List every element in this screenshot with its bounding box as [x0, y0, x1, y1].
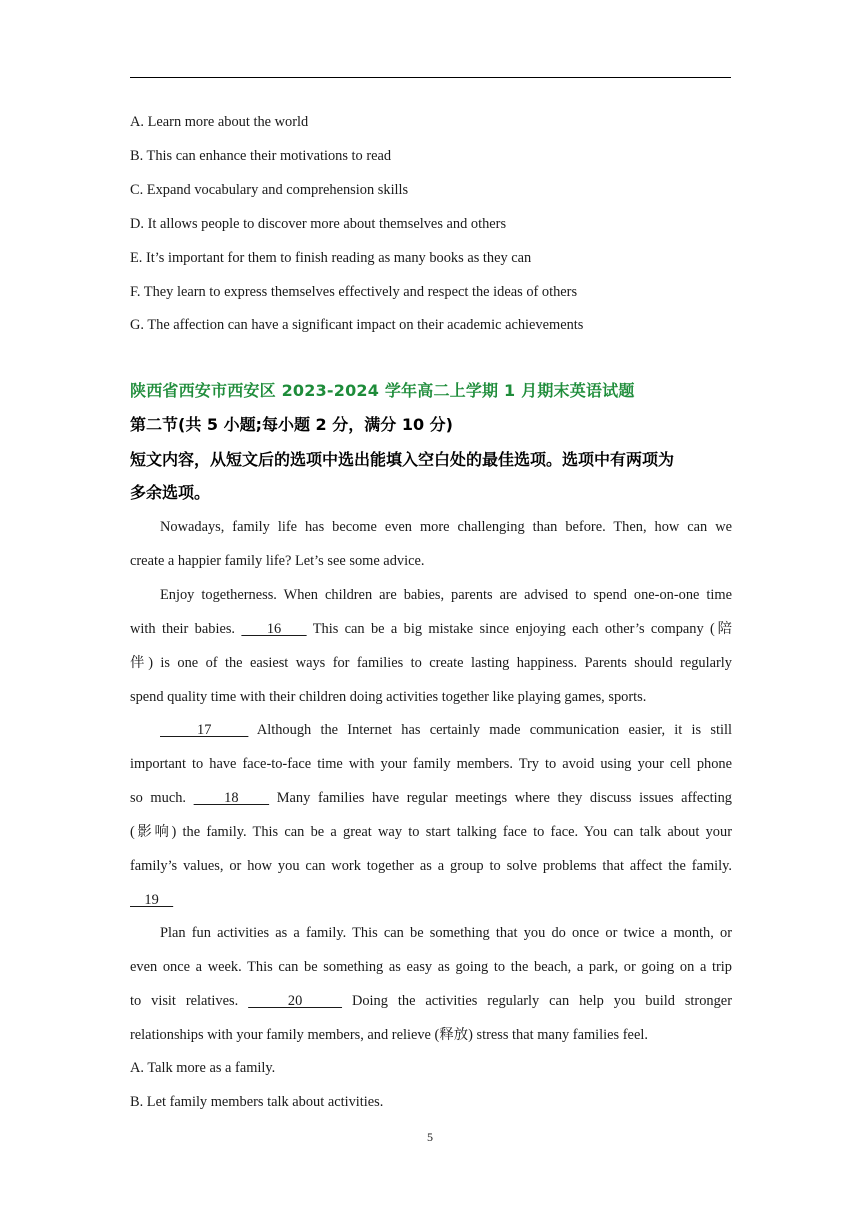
passage-line: [130, 890, 732, 910]
passage-line: [130, 991, 732, 1011]
instruction-line-1: 短文内容，从短文后的选项中选出能填入空白处的最佳选项。选项中有两项为: [130, 450, 675, 469]
option-d: D. It allows people to discover more about themselves and others: [130, 216, 507, 232]
answer-option-b: B. Let family members talk about activities.: [130, 1094, 384, 1110]
passage-line: create a happier family life? Let’s see some advice.: [130, 553, 425, 569]
passage-line: important to have face-to-face time with your family members. Try to avoid using your cell phone: [130, 756, 732, 772]
blank-16: 16: [241, 621, 307, 637]
passage-line: 伴) is one of the easiest ways for families to create lasting happiness. Parents should regularly: [130, 655, 732, 671]
option-b: B. This can enhance their motivations to read: [130, 148, 392, 164]
text-segment: with their babies.: [130, 621, 242, 637]
page-number: 5: [427, 1130, 433, 1144]
header-rule: [130, 77, 731, 78]
passage-line: relationships with your family members, and relieve (释放) stress that many families feel.: [130, 1027, 648, 1043]
option-e: E. It’s important for them to finish reading as many books as they can: [130, 250, 532, 266]
passage-line: Enjoy togetherness. When children are babies, parents are advised to spend one-on-one time: [160, 587, 732, 603]
instruction-line-2: 多余选项。: [130, 483, 211, 502]
option-g: G. The affection can have a significant impact on their academic achievements: [130, 317, 584, 333]
text-segment: Doing the activities regularly can help you build stronger: [342, 993, 732, 1009]
option-a: A. Learn more about the world: [130, 114, 309, 130]
passage-line: (影响) the family. This can be a great way to start talking face to face. You can talk about your: [130, 824, 732, 840]
passage-line: family’s values, or how you can work together as a group to solve problems that affect the family.: [130, 858, 732, 874]
part-title: 第二节(共 5 小题;每小题 2 分，满分 10 分): [130, 415, 453, 434]
answer-option-a: A. Talk more as a family.: [130, 1060, 276, 1076]
text-segment: Although the Internet has certainly made communication easier, it is still: [248, 722, 732, 738]
option-c: C. Expand vocabulary and comprehension skills: [130, 182, 409, 198]
blank-19: 19: [130, 892, 174, 908]
passage-line: [160, 720, 732, 740]
blank-20: 20: [248, 993, 343, 1009]
passage-line: spend quality time with their children doing activities together like playing games, sports.: [130, 689, 647, 705]
blank-18: 18: [193, 790, 270, 806]
passage-line: Nowadays, family life has become even more challenging than before. Then, how can we: [160, 519, 732, 535]
passage-line: [130, 619, 732, 639]
text-segment: so much.: [130, 790, 194, 806]
text-segment: This can be a big mistake since enjoying each other’s company (陪: [306, 621, 732, 637]
source-title: 陕西省西安市西安区 2023-2024 学年高二上学期 1 月期末英语试题: [130, 381, 635, 400]
passage-line: even once a week. This can be something as easy as going to the beach, a park, or going on a trip: [130, 959, 732, 975]
text-segment: Many families have regular meetings where they discuss issues affecting: [269, 790, 733, 806]
option-f: F. They learn to express themselves effectively and respect the ideas of others: [130, 284, 578, 300]
text-segment: to visit relatives.: [130, 993, 249, 1009]
passage-line: [130, 788, 732, 808]
passage-line: Plan fun activities as a family. This can be something that you do once or twice a month, or: [160, 925, 732, 941]
blank-17: 17: [160, 722, 249, 738]
